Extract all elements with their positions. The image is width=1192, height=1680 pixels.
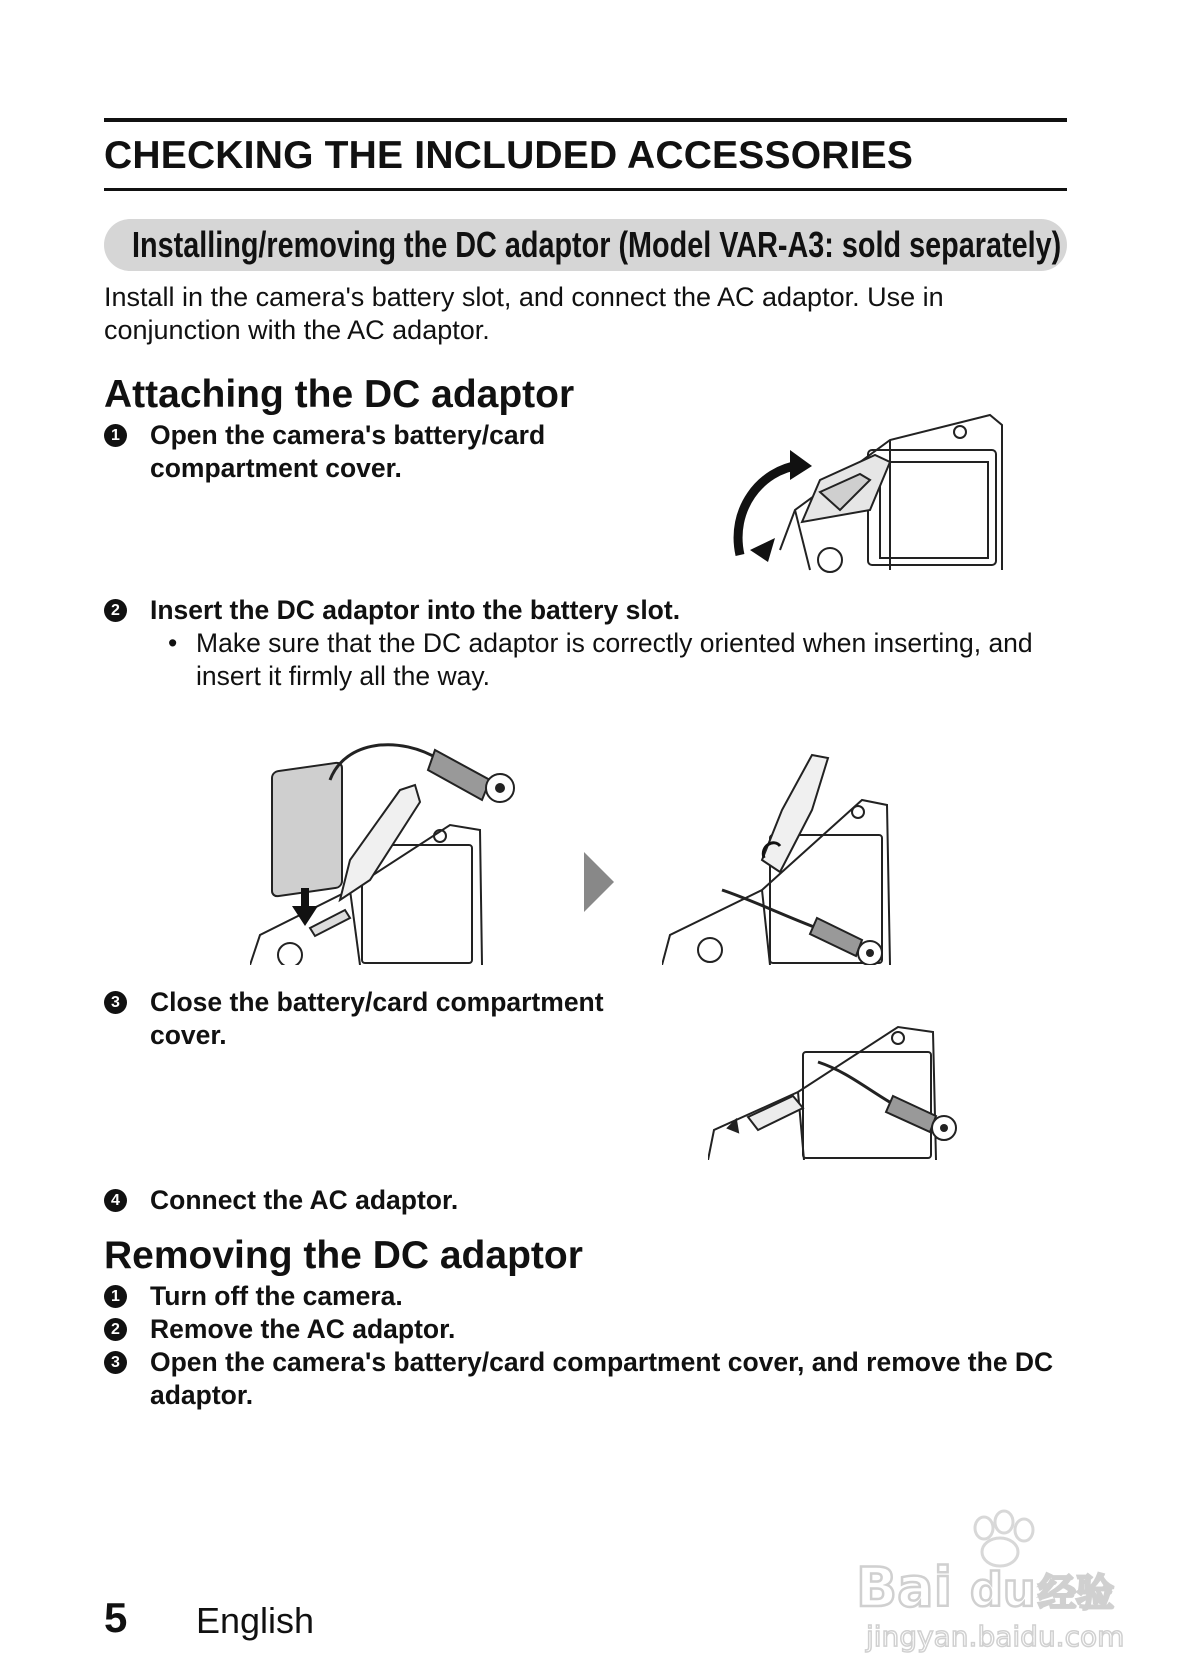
step-text: Close the battery/card compartment cover. xyxy=(150,987,604,1050)
step-number-badge: 3 xyxy=(104,1351,127,1374)
attach-step-3-block xyxy=(104,986,624,1052)
step-number-badge: 2 xyxy=(104,599,127,622)
step-2-note xyxy=(104,627,1067,693)
attach-step-4-block xyxy=(104,1184,1067,1217)
step-text: Remove the AC adaptor. xyxy=(150,1314,456,1344)
removing-heading: Removing the DC adaptor xyxy=(104,1234,583,1277)
attach-step-3 xyxy=(104,986,624,1052)
open-cover-illustration xyxy=(720,410,1010,575)
step-text: Insert the DC adaptor into the battery slot. xyxy=(150,595,681,625)
title-top-rule xyxy=(104,118,1067,122)
page-title: CHECKING THE INCLUDED ACCESSORIES xyxy=(104,134,914,177)
step-number-badge: 2 xyxy=(104,1318,127,1341)
remove-step-3 xyxy=(104,1346,1067,1412)
step-number-badge: 1 xyxy=(104,1285,127,1308)
svg-text:经验: 经验 xyxy=(1038,1571,1115,1615)
page-number: 5 xyxy=(104,1594,128,1641)
attach-step-4 xyxy=(104,1184,1067,1217)
remove-step-1 xyxy=(104,1280,1067,1313)
step-text: Connect the AC adaptor. xyxy=(150,1185,459,1215)
page-language: English xyxy=(196,1600,315,1641)
section-band xyxy=(104,219,1067,271)
attach-step-2 xyxy=(104,594,1067,627)
svg-text:jingyan.baidu.com: jingyan.baidu.com xyxy=(866,1620,1125,1653)
attaching-heading: Attaching the DC adaptor xyxy=(104,373,575,416)
baidu-watermark-logo xyxy=(852,1508,1142,1658)
cover-closed-illustration xyxy=(708,1012,978,1160)
step-text: Open the camera's battery/card compartment cover. xyxy=(150,420,546,483)
section-title: Installing/removing the DC adaptor (Model VAR-A3: sold separately) xyxy=(132,224,1062,265)
step-number-badge: 4 xyxy=(104,1189,127,1212)
remove-step-2 xyxy=(104,1313,1067,1346)
bullet-dot: • xyxy=(168,628,178,658)
svg-text:du: du xyxy=(970,1563,1036,1617)
svg-text:Bai: Bai xyxy=(856,1556,953,1619)
next-step-arrow-icon xyxy=(584,852,614,912)
title-bottom-rule xyxy=(104,188,1067,191)
adaptor-inserted-illustration xyxy=(662,750,902,965)
removing-section xyxy=(104,1232,1067,1412)
note-text: Make sure that the DC adaptor is correctly oriented when inserting, and insert it firmly all the way. xyxy=(196,628,1033,691)
step-text: Open the camera's battery/card compartment cover, and remove the DC adaptor. xyxy=(150,1347,1054,1410)
step-number-badge: 3 xyxy=(104,991,127,1014)
attach-step-1 xyxy=(104,419,670,485)
step-number-badge: 1 xyxy=(104,424,127,447)
attach-step-2-block xyxy=(104,594,1067,693)
insert-adaptor-illustration xyxy=(250,740,530,965)
step-text: Turn off the camera. xyxy=(150,1281,403,1311)
intro-text: Install in the camera's battery slot, and connect the AC adaptor. Use in conjunction with the AC adaptor. xyxy=(104,282,944,345)
